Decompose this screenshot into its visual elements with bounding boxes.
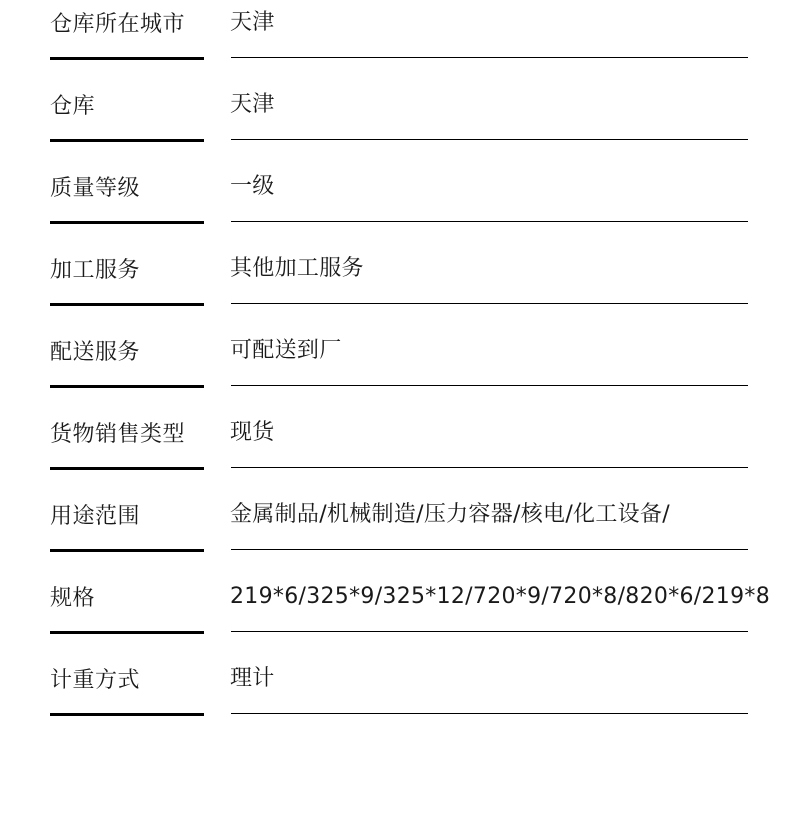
spec-row-warehouse-city [0,0,800,58]
spec-value: 天津 [230,92,275,117]
spec-value: 可配送到厂 [230,338,342,363]
spec-value: 金属制品/机械制造/压力容器/核电/化工设备/ [230,502,670,527]
spec-label: 质量等级 [50,176,141,201]
spec-row-specification [0,550,800,632]
spec-label: 仓库所在城市 [50,12,186,37]
spec-value: 其他加工服务 [230,256,364,281]
spec-row-weighing-method [0,632,800,714]
spec-label: 用途范围 [50,504,141,529]
spec-value: 理计 [230,666,275,691]
spec-label: 计重方式 [50,668,141,693]
spec-label: 规格 [50,586,96,611]
value-underline [231,713,748,714]
spec-row-sales-type [0,386,800,468]
spec-row-quality-grade [0,140,800,222]
spec-value: 219*6/325*9/325*12/720*9/720*8/820*6/219*8 [230,584,770,609]
spec-row-delivery-service [0,304,800,386]
spec-label: 仓库 [50,94,96,119]
spec-row-processing-service [0,222,800,304]
spec-label: 加工服务 [50,258,141,283]
spec-value: 一级 [230,174,275,199]
spec-row-usage-scope [0,468,800,550]
spec-label: 配送服务 [50,340,141,365]
label-underline [50,713,204,716]
spec-value: 现货 [230,420,275,445]
spec-label: 货物销售类型 [50,422,186,447]
spec-value: 天津 [230,10,275,35]
spec-row-warehouse [0,58,800,140]
